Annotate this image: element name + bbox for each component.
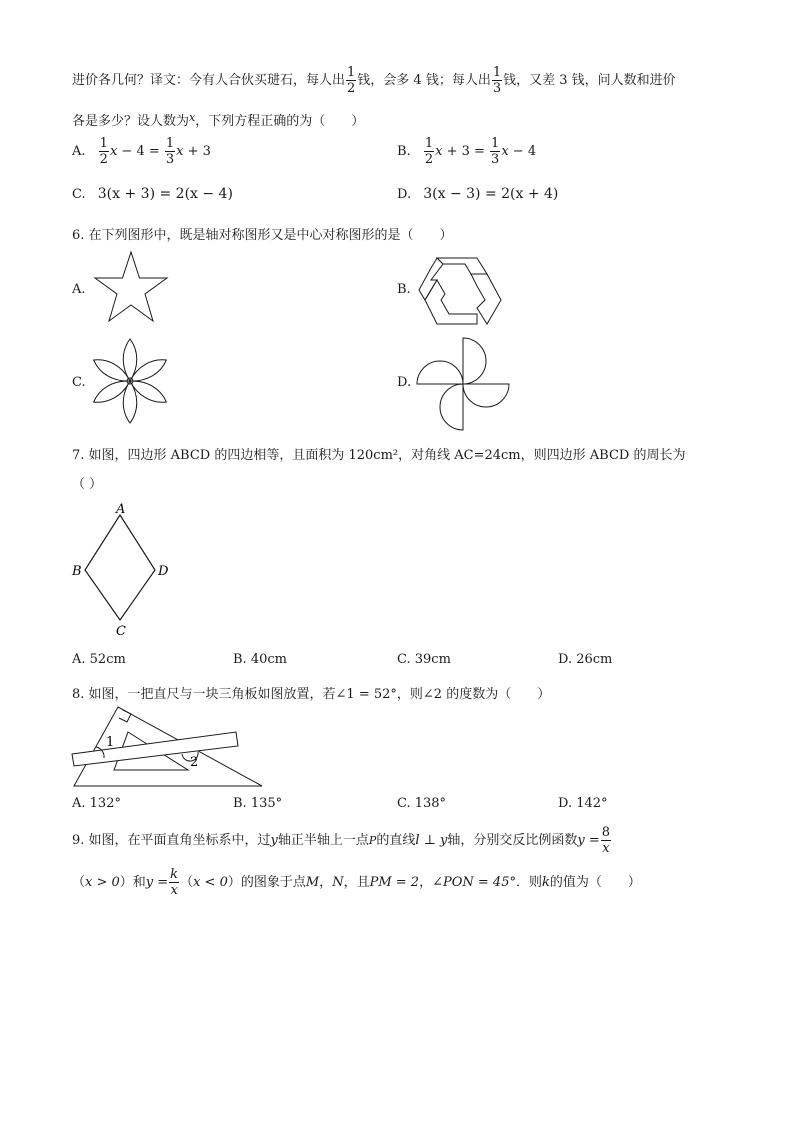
fraction-k-over-x: $\frac{k}{x}$: [170, 867, 179, 898]
q7-option-c[interactable]: C. 39cm: [397, 652, 451, 667]
q8-stem: 8. 如图，一把直尺与一块三角板如图放置，若∠1 = 52°，则∠2 的度数为（ ）: [72, 687, 551, 702]
q5-option-b[interactable]: B. $\frac{1}{2}$ x + 3 = $\frac{1}{3}$ x − 4: [397, 136, 537, 167]
angle-2-label: 2: [190, 755, 199, 770]
q6-option-b-label[interactable]: B.: [397, 282, 411, 297]
rhombus-abcd-figure: [70, 500, 180, 640]
q6-stem: 6. 在下列图形中，既是轴对称图形又是中心对称图形的是（ ）: [72, 228, 453, 243]
q5-line1: 进价各几何？译文：今有人合伙买琎石，每人出 $\frac{1}{2}$ 钱，会多 4 钱；每人出 $\frac{1}{3}$ 钱，又差 3 钱，问人数和进价: [72, 65, 676, 96]
q9-line1: 9. 如图，在平面直角坐标系中，过y轴正半轴上一点P的直线l ⊥ y轴，分别交反比例函数y = $\frac{8}{x}$: [72, 825, 611, 856]
q5-option-d[interactable]: D. 3(x − 3) = 2(x + 4): [397, 186, 559, 202]
vertex-c-label: C: [116, 624, 126, 639]
q8-option-a[interactable]: A. 132°: [72, 796, 121, 811]
vertex-b-label: B: [72, 564, 82, 579]
q5-line2: 各是多少？设人数为$^x$，下列方程正确的为（ ）: [72, 111, 365, 129]
q8-option-c[interactable]: C. 138°: [397, 796, 447, 811]
fraction-8-over-x: $\frac{8}{x}$: [601, 825, 611, 856]
q7-option-d[interactable]: D. 26cm: [558, 652, 613, 667]
q7-option-a[interactable]: A. 52cm: [72, 652, 126, 667]
six-petal-flower-figure[interactable]: [88, 338, 172, 424]
fraction-one-third: $\frac{1}{3}$: [492, 65, 502, 96]
q8-option-b[interactable]: B. 135°: [233, 796, 283, 811]
ruler-triangle-figure: [70, 702, 270, 794]
angle-1-label: 1: [106, 735, 115, 750]
q9-line2: （x > 0）和y = $\frac{k}{x}$ （x < 0）的图象于点M，N，且PM = 2，∠PON = 45°．则k的值为（ ）: [72, 867, 641, 898]
equation-a: $\frac{1}{2}$ x − 4 = $\frac{1}{3}$ x + 3: [99, 136, 211, 167]
q8-option-d[interactable]: D. 142°: [558, 796, 608, 811]
equation-d: 3(x − 3) = 2(x + 4): [423, 186, 559, 202]
q6-option-d-label[interactable]: D.: [397, 375, 412, 390]
star-figure[interactable]: [90, 250, 172, 328]
recycle-hexagon-figure[interactable]: [415, 250, 505, 328]
equation-b: $\frac{1}{2}$ x + 3 = $\frac{1}{3}$ x − 4: [424, 136, 537, 167]
q7-stem: 7. 如图，四边形 ABCD 的四边相等，且面积为 120cm²，对角线 AC=24cm，则四边形 ABCD 的周长为: [72, 448, 686, 463]
q6-option-c-label[interactable]: C.: [72, 375, 86, 390]
ruler: [72, 732, 238, 766]
q5-option-a[interactable]: A. $\frac{1}{2}$ x − 4 = $\frac{1}{3}$ x + 3: [72, 136, 211, 167]
q7-answer-paren: （ ）: [72, 477, 103, 492]
rhombus-shape: [85, 515, 155, 620]
pinwheel-figure[interactable]: [415, 336, 513, 434]
equation-c: 3(x + 3) = 2(x − 4): [97, 186, 233, 202]
q6-option-a-label[interactable]: A.: [72, 282, 86, 297]
fraction-one-half: $\frac{1}{2}$: [347, 65, 356, 96]
vertex-d-label: D: [158, 564, 169, 579]
right-angle-mark: [119, 710, 131, 722]
q5-option-c[interactable]: C. 3(x + 3) = 2(x − 4): [72, 186, 233, 202]
q7-option-b[interactable]: B. 40cm: [233, 652, 287, 667]
vertex-a-label: A: [116, 502, 126, 517]
